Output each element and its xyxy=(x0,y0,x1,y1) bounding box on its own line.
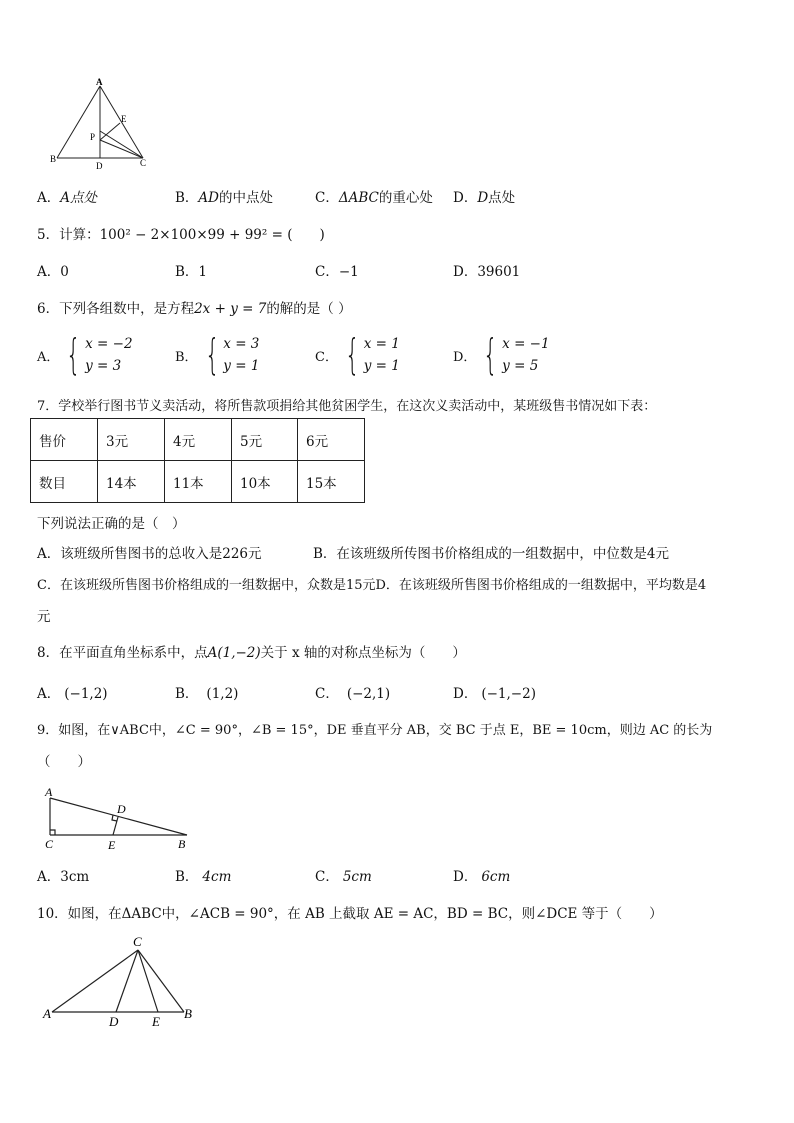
fig9-label-a: A xyxy=(45,785,53,799)
q7-question: 下列说法正确的是（ ） xyxy=(37,516,186,532)
table-cell: 4元 xyxy=(165,419,232,461)
q8-stem: 8．在平面直角坐标系中，点A(1,−2)关于 x 轴的对称点坐标为（ ） xyxy=(37,645,466,661)
q7-option-d-tail: 元 xyxy=(37,609,51,625)
q7-stem: 7．学校举行图书节义卖活动，将所售款项捐给其他贫困学生，在这次义卖活动中，某班级售书情况如下表： xyxy=(37,399,657,414)
fig10-label-d: D xyxy=(109,1014,119,1029)
q6-option-d: D． { x = −1 y = 5 xyxy=(453,330,550,379)
table-row xyxy=(31,461,365,503)
q8-option-d: D． (−1,−2) xyxy=(453,686,536,702)
table-cell: 数目 xyxy=(31,461,98,503)
q8-option-a: A． (−1,2) xyxy=(37,686,108,702)
q4-option-b: B．AD的中点处 xyxy=(175,190,273,206)
table-cell: 11本 xyxy=(165,461,232,503)
q4-option-d: D．D点处 xyxy=(453,190,516,206)
table-cell: 6元 xyxy=(298,419,365,461)
q9-option-b: B． 4cm xyxy=(175,869,232,885)
q9-option-d: D． 6cm xyxy=(453,869,511,885)
q5-stem: 5．计算：100² − 2×100×99 + 99² = ( ) xyxy=(37,227,325,243)
fig1-label-d: D xyxy=(96,161,103,171)
fig10-label-c: C xyxy=(133,934,142,949)
fig10-label-e: E xyxy=(152,1014,160,1029)
q8-option-c: C． (−2,1) xyxy=(315,686,391,702)
table-cell: 5元 xyxy=(232,419,298,461)
q9-option-a: A．3cm xyxy=(37,869,90,885)
q5-option-d: D．39601 xyxy=(453,264,521,280)
table-cell: 14本 xyxy=(98,461,165,503)
q4-option-c: C．ΔABC的重心处 xyxy=(315,190,433,206)
table-cell: 3元 xyxy=(98,419,165,461)
fig10-label-a: A xyxy=(43,1006,51,1021)
fig10-label-b: B xyxy=(184,1006,192,1021)
fig1-label-c: C xyxy=(140,158,147,168)
fig1-label-b: B xyxy=(50,154,57,164)
q7-option-a: A．该班级所售图书的总收入是226元 xyxy=(37,546,262,562)
q6-stem: 6．下列各组数中，是方程2x + y = 7的解的是（ ） xyxy=(37,301,352,317)
q5-option-b: B．1 xyxy=(175,264,208,280)
q4-option-a: A．A点处 xyxy=(37,190,97,206)
q5-option-a: A．0 xyxy=(37,264,69,280)
triangle-figure-q4 xyxy=(45,78,155,174)
q9-option-c: C． 5cm xyxy=(315,869,372,885)
table-row xyxy=(31,419,365,461)
table-cell: 15本 xyxy=(298,461,365,503)
fig1-label-e: E xyxy=(121,114,127,124)
q6-option-a: A． { x = −2 y = 3 xyxy=(37,330,133,379)
fig9-label-d: D xyxy=(117,802,126,816)
fig9-label-c: C xyxy=(45,837,54,851)
table-cell: 售价 xyxy=(31,419,98,461)
table-cell: 10本 xyxy=(232,461,298,503)
fig9-label-b: B xyxy=(178,837,186,851)
q7-option-cd: C．在该班级所售图书价格组成的一组数据中，众数是15元D．在该班级所售图书价格组成的一组数据中，平均数是4 xyxy=(37,578,707,593)
price-table xyxy=(30,418,365,503)
fig9-label-e: E xyxy=(108,838,116,852)
q5-option-c: C．−1 xyxy=(315,264,359,280)
q10-stem: 10．如图，在ΔABC中，∠ACB = 90°，在 AB 上截取 AE = AC，BD = BC，则∠DCE 等于（ ） xyxy=(37,906,663,922)
q8-option-b: B． (1,2) xyxy=(175,686,239,702)
triangle-figure-q10 xyxy=(38,930,208,1030)
q6-option-b: B． { x = 3 y = 1 xyxy=(175,330,260,379)
right-triangle-figure-q9 xyxy=(40,784,200,852)
fig1-label-a: A xyxy=(96,78,103,87)
q6-option-c: C． { x = 1 y = 1 xyxy=(315,330,400,379)
q7-option-b: B．在该班级所传图书价格组成的一组数据中，中位数是4元 xyxy=(313,546,670,562)
q9-stem-cont: （ ） xyxy=(37,754,91,770)
fig1-label-p: P xyxy=(90,132,96,142)
q9-stem: 9．如图，在∨ABC中，∠C = 90°，∠B = 15°，DE 垂直平分 AB，交 BC 于点 E，BE = 10cm，则边 AC 的长为 xyxy=(37,723,713,738)
